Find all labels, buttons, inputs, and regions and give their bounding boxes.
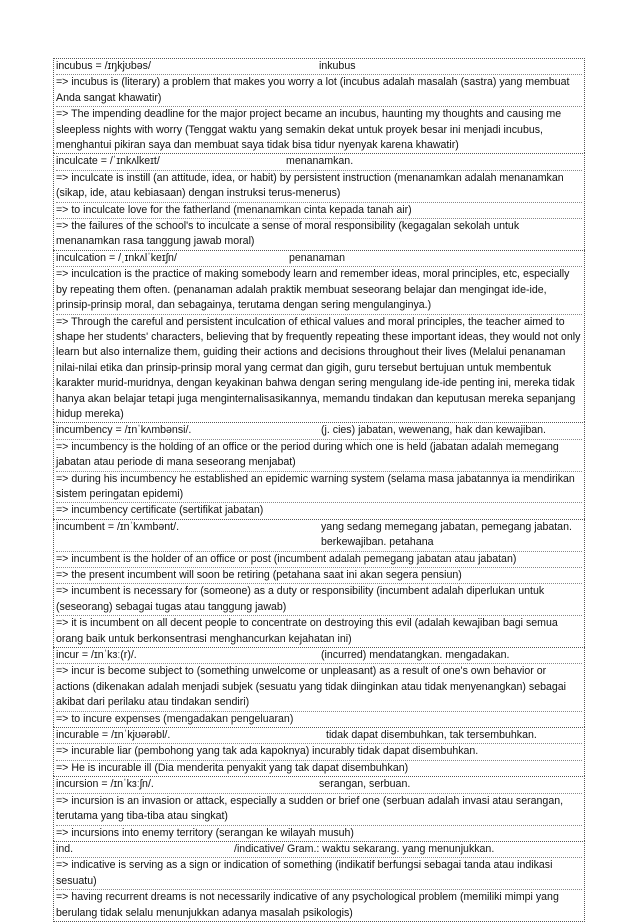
- translation: (j. cies) jabatan, wewenang, hak dan kewajiban.: [321, 424, 546, 437]
- headword: incur = /ɪnˈkɜː(r)/.: [56, 649, 137, 662]
- translation: yang sedang memegang jabatan, pemegang jabatan. berkewajiban. petahana: [321, 520, 572, 549]
- headword: incursion = /ɪnˈkɜːʃn/.: [56, 778, 154, 791]
- example-line: => incur is become subject to (something unwelcome or unpleasant) as a result of one's own behavior or actions (dikenakan adalah menjadi subjek (sesuatu yang tidak diinginkan atau tidak menyenangkan) sebagai akibat dari perilaku atau tindakan sendiri): [56, 663, 582, 710]
- example-line: => The impending deadline for the major project became an incubus, haunting my thoughts and causing me sleepless nights with worry (Tenggat waktu yang semakin dekat untuk proyek besar ini menjadi incubus, menghantui pikiran saya dan membuat saya tidak bisa tidur nyenyak karena khawatir): [56, 106, 582, 153]
- headword: incubus = /ɪŋkjʊbəs/: [56, 60, 151, 72]
- entry-headline: [56, 728, 582, 743]
- example-line: => it is incumbent on all decent people to concentrate on destroying this evil (adalah kewajiban bagi semua orang baik untuk berkonsentrasi menghancurkan kejahatan ini): [56, 615, 582, 647]
- entry-headline: [56, 423, 582, 438]
- example-line: => incumbent is the holder of an office or post (incumbent adalah pemegang jabatan atau jabatan): [56, 551, 582, 567]
- dictionary-entry: [53, 250, 585, 422]
- example-line: => during his incumbency he established an epidemic warning system (selama masa jabatannya ia mendirikan sistem peringatan epidemi): [56, 471, 582, 503]
- entry-headline: [56, 520, 582, 551]
- example-line: => incumbency is the holding of an office or the period during which one is held (jabatan adalah memegang jabatan atau periode di mana seseorang menjabat): [56, 439, 582, 471]
- example-line: => to incure expenses (mengadakan pengeluaran): [56, 711, 582, 727]
- example-line: => Through the careful and persistent inculcation of ethical values and moral principles, the teacher aimed to shape her students' characters, believing that by frequently repeating these important ideas, they would not only learn but also internalize them, guiding their actions and decisions throughout their lives (Melalui penanaman nilai-nilai etika dan prinsip-prinsip moral yang cermat dan gigih, guru tersebut bertujuan untuk membentuk karakter murid-muridnya, dengan keyakinan bahwa dengan sering mengulang ide-ide penting ini, mereka tidak hanya akan belajar tetapi juga menginternalisasikannya, memandu tindakan dan keputusan mereka sepanjang hidup mereka): [56, 314, 582, 423]
- translation: tidak dapat disembuhkan, tak tersembuhkan.: [326, 729, 537, 742]
- example-line: => the present incumbent will soon be retiring (petahana saat ini akan segera pensiun): [56, 567, 582, 583]
- example-line: => inculcate is instill (an attitude, idea, or habit) by persistent instruction (menanamkan adalah menanamkan (sikap, ide, atau kebiasaan) dengan instruksi terus-menerus): [56, 170, 582, 202]
- dictionary-entry: [53, 422, 585, 518]
- example-line: => having recurrent dreams is not necessarily indicative of any psychological problem (memiliki mimpi yang berulang tidak selalu menunjukkan adanya masalah psikologis): [56, 889, 582, 921]
- example-line: => He is incurable ill (Dia menderita penyakit yang tak dapat disembuhkan): [56, 760, 582, 776]
- dictionary-entry: [53, 153, 585, 249]
- entry-headline: [56, 251, 582, 266]
- example-line: => incumbent is necessary for (someone) as a duty or responsibility (incumbent adalah diperlukan untuk (seseorang) sebagai tugas atau tanggung jawab): [56, 583, 582, 615]
- translation: menanamkan.: [286, 155, 354, 168]
- example-line: => incumbency certificate (sertifikat jabatan): [56, 502, 582, 518]
- headword: inculcate = /ˈɪnkʌlkeɪt/: [56, 155, 160, 168]
- headword: incumbent = /ɪnˈkʌmbənt/.: [56, 520, 180, 533]
- headword: inculcation = /ˌɪnkʌlˈkeɪʃn/: [56, 251, 177, 264]
- entry-headline: [56, 842, 582, 857]
- example-line: => inculcation is the practice of making somebody learn and remember ideas, moral principles, etc, especially by repeating them often. (penanaman adalah praktik membuat seseorang belajar dan mengingat ide-ide, prinsip-prinsip moral, dan sebagainya, terutama dengan sering mengulanginya.): [56, 266, 582, 313]
- dictionary-entry: [53, 647, 585, 727]
- document: [53, 58, 585, 922]
- translation: serangan, serbuan.: [319, 778, 411, 791]
- example-line: => the failures of the school's to inculcate a sense of moral responsibility (kegagalan sekolah untuk menanamkan rasa tanggung jawab moral): [56, 218, 582, 250]
- entry-headline: [56, 777, 582, 792]
- headword: incumbency = /ɪnˈkʌmbənsi/.: [56, 424, 192, 437]
- translation: inkubus: [319, 60, 356, 72]
- entry-headline: [56, 648, 582, 663]
- example-line: => to inculcate love for the fatherland (menanamkan cinta kepada tanah air): [56, 202, 582, 218]
- dictionary-entry: [53, 841, 585, 922]
- entry-headline: [56, 59, 582, 74]
- example-line: => incurable liar (pembohong yang tak ada kapoknya) incurably tidak dapat disembuhkan.: [56, 743, 582, 759]
- dictionary-entry: [53, 58, 585, 153]
- example-line: => incursion is an invasion or attack, especially a sudden or brief one (serbuan adalah invasi atau serangan, terutama yang tiba-tiba atau singkat): [56, 793, 582, 825]
- headword: ind.: [56, 842, 74, 855]
- translation: penanaman: [289, 251, 345, 264]
- dictionary-entry: [53, 519, 585, 647]
- dictionary-entry: [53, 776, 585, 841]
- example-line: => incursions into enemy territory (serangan ke wilayah musuh): [56, 825, 582, 841]
- translation: /indicative/ Gram.: waktu sekarang. yang menunjukkan.: [234, 842, 495, 855]
- entry-headline: [56, 154, 582, 169]
- dictionary-entry: [53, 727, 585, 776]
- headword: incurable = /ɪnˈkjʊərəbl/.: [56, 729, 171, 742]
- example-line: => indicative is serving as a sign or indication of something (indikatif berfungsi sebagai tanda atau indikasi sesuatu): [56, 857, 582, 889]
- translation: (incurred) mendatangkan. mengadakan.: [321, 649, 510, 662]
- example-line: => incubus is (literary) a problem that makes you worry a lot (incubus adalah masalah (sastra) yang membuat Anda sangat khawatir): [56, 74, 582, 106]
